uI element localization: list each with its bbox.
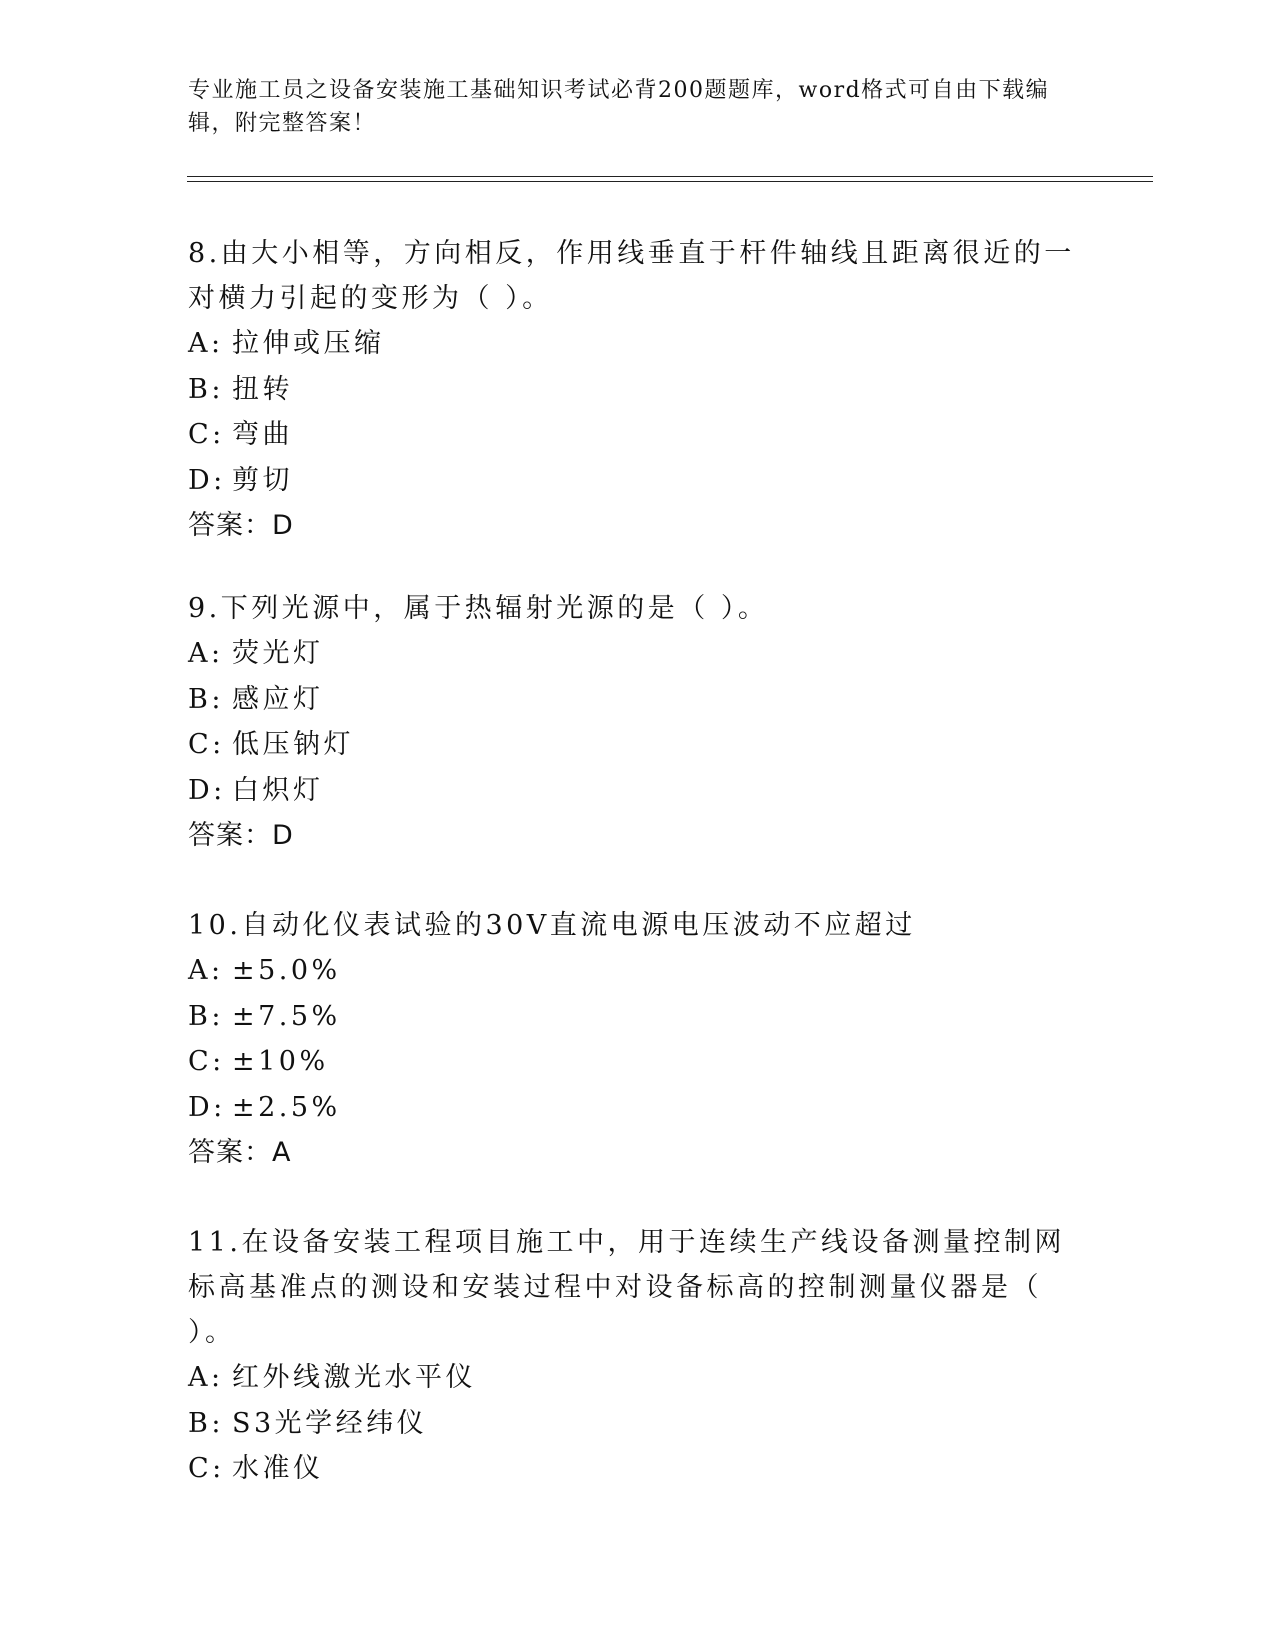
option-key: C: [188,729,225,760]
header-divider-top [187,176,1153,177]
option-text: 低压钠灯 [232,729,354,760]
option-c [188,412,1088,458]
option-key: B: [188,683,224,715]
option-key: D: [188,1091,226,1123]
question-11 [188,1220,1088,1492]
option-key: C: [188,1046,225,1077]
option-key: A: [188,328,224,359]
option-c [188,1039,1088,1085]
answer: 答案：A [188,1137,292,1168]
option-a [188,321,1088,367]
option-text: 荧光灯 [232,638,324,669]
option-key: A: [188,638,224,669]
option-text: 水准仪 [232,1453,324,1484]
question-stem: 11.在设备安装工程项目施工中，用于连续生产线设备测量控制网标高基准点的测设和安装过程中对设备标高的控制测量仪器是（ ）。 [188,1227,1065,1348]
option-text: 白炽灯 [232,774,324,806]
option-text: ±2.5% [232,1091,341,1123]
option-c [188,722,1088,768]
option-key: A: [188,955,224,986]
option-text: 拉伸或压缩 [232,328,385,359]
question-9 [188,586,1088,859]
option-text: 红外线激光水平仪 [232,1362,476,1393]
option-key: A: [188,1362,224,1393]
option-key: D: [188,464,226,496]
option-b [188,677,1088,723]
option-c [188,1446,1088,1492]
option-key: C: [188,419,225,450]
question-stem: 10.自动化仪表试验的30V直流电源电压波动不应超过 [188,910,916,941]
option-a [188,1355,1088,1401]
option-text: 弯曲 [232,419,293,450]
option-key: B: [188,1000,224,1032]
answer: 答案：D [188,820,294,851]
option-text: 剪切 [232,464,293,496]
option-text: ±10% [232,1046,329,1077]
option-key: B: [188,373,224,405]
question-10 [188,903,1088,1176]
option-text: ±7.5% [232,1000,341,1032]
document-header: 专业施工员之设备安装施工基础知识考试必背200题题库，word格式可自由下载编辑，附完整答案！ [188,78,1050,136]
option-text: ±5.0% [232,955,341,986]
option-d [188,1085,1088,1131]
option-b [188,1401,1088,1447]
option-text: S3光学经纬仪 [232,1407,428,1439]
header-divider-bottom [187,181,1153,182]
option-d [188,768,1088,814]
option-d [188,458,1088,504]
answer: 答案：D [188,510,294,541]
option-key: B: [188,1407,224,1439]
option-a [188,631,1088,677]
question-stem: 8.由大小相等，方向相反，作用线垂直于杆件轴线且距离很近的一对横力引起的变形为（ ）。 [188,238,1075,314]
option-key: C: [188,1453,225,1484]
option-b [188,994,1088,1040]
option-text: 感应灯 [232,683,324,715]
option-b [188,367,1088,413]
option-a [188,948,1088,994]
option-key: D: [188,774,226,806]
option-text: 扭转 [232,373,293,405]
question-8 [188,231,1088,549]
question-stem: 9.下列光源中，属于热辐射光源的是（ ）。 [188,593,769,624]
